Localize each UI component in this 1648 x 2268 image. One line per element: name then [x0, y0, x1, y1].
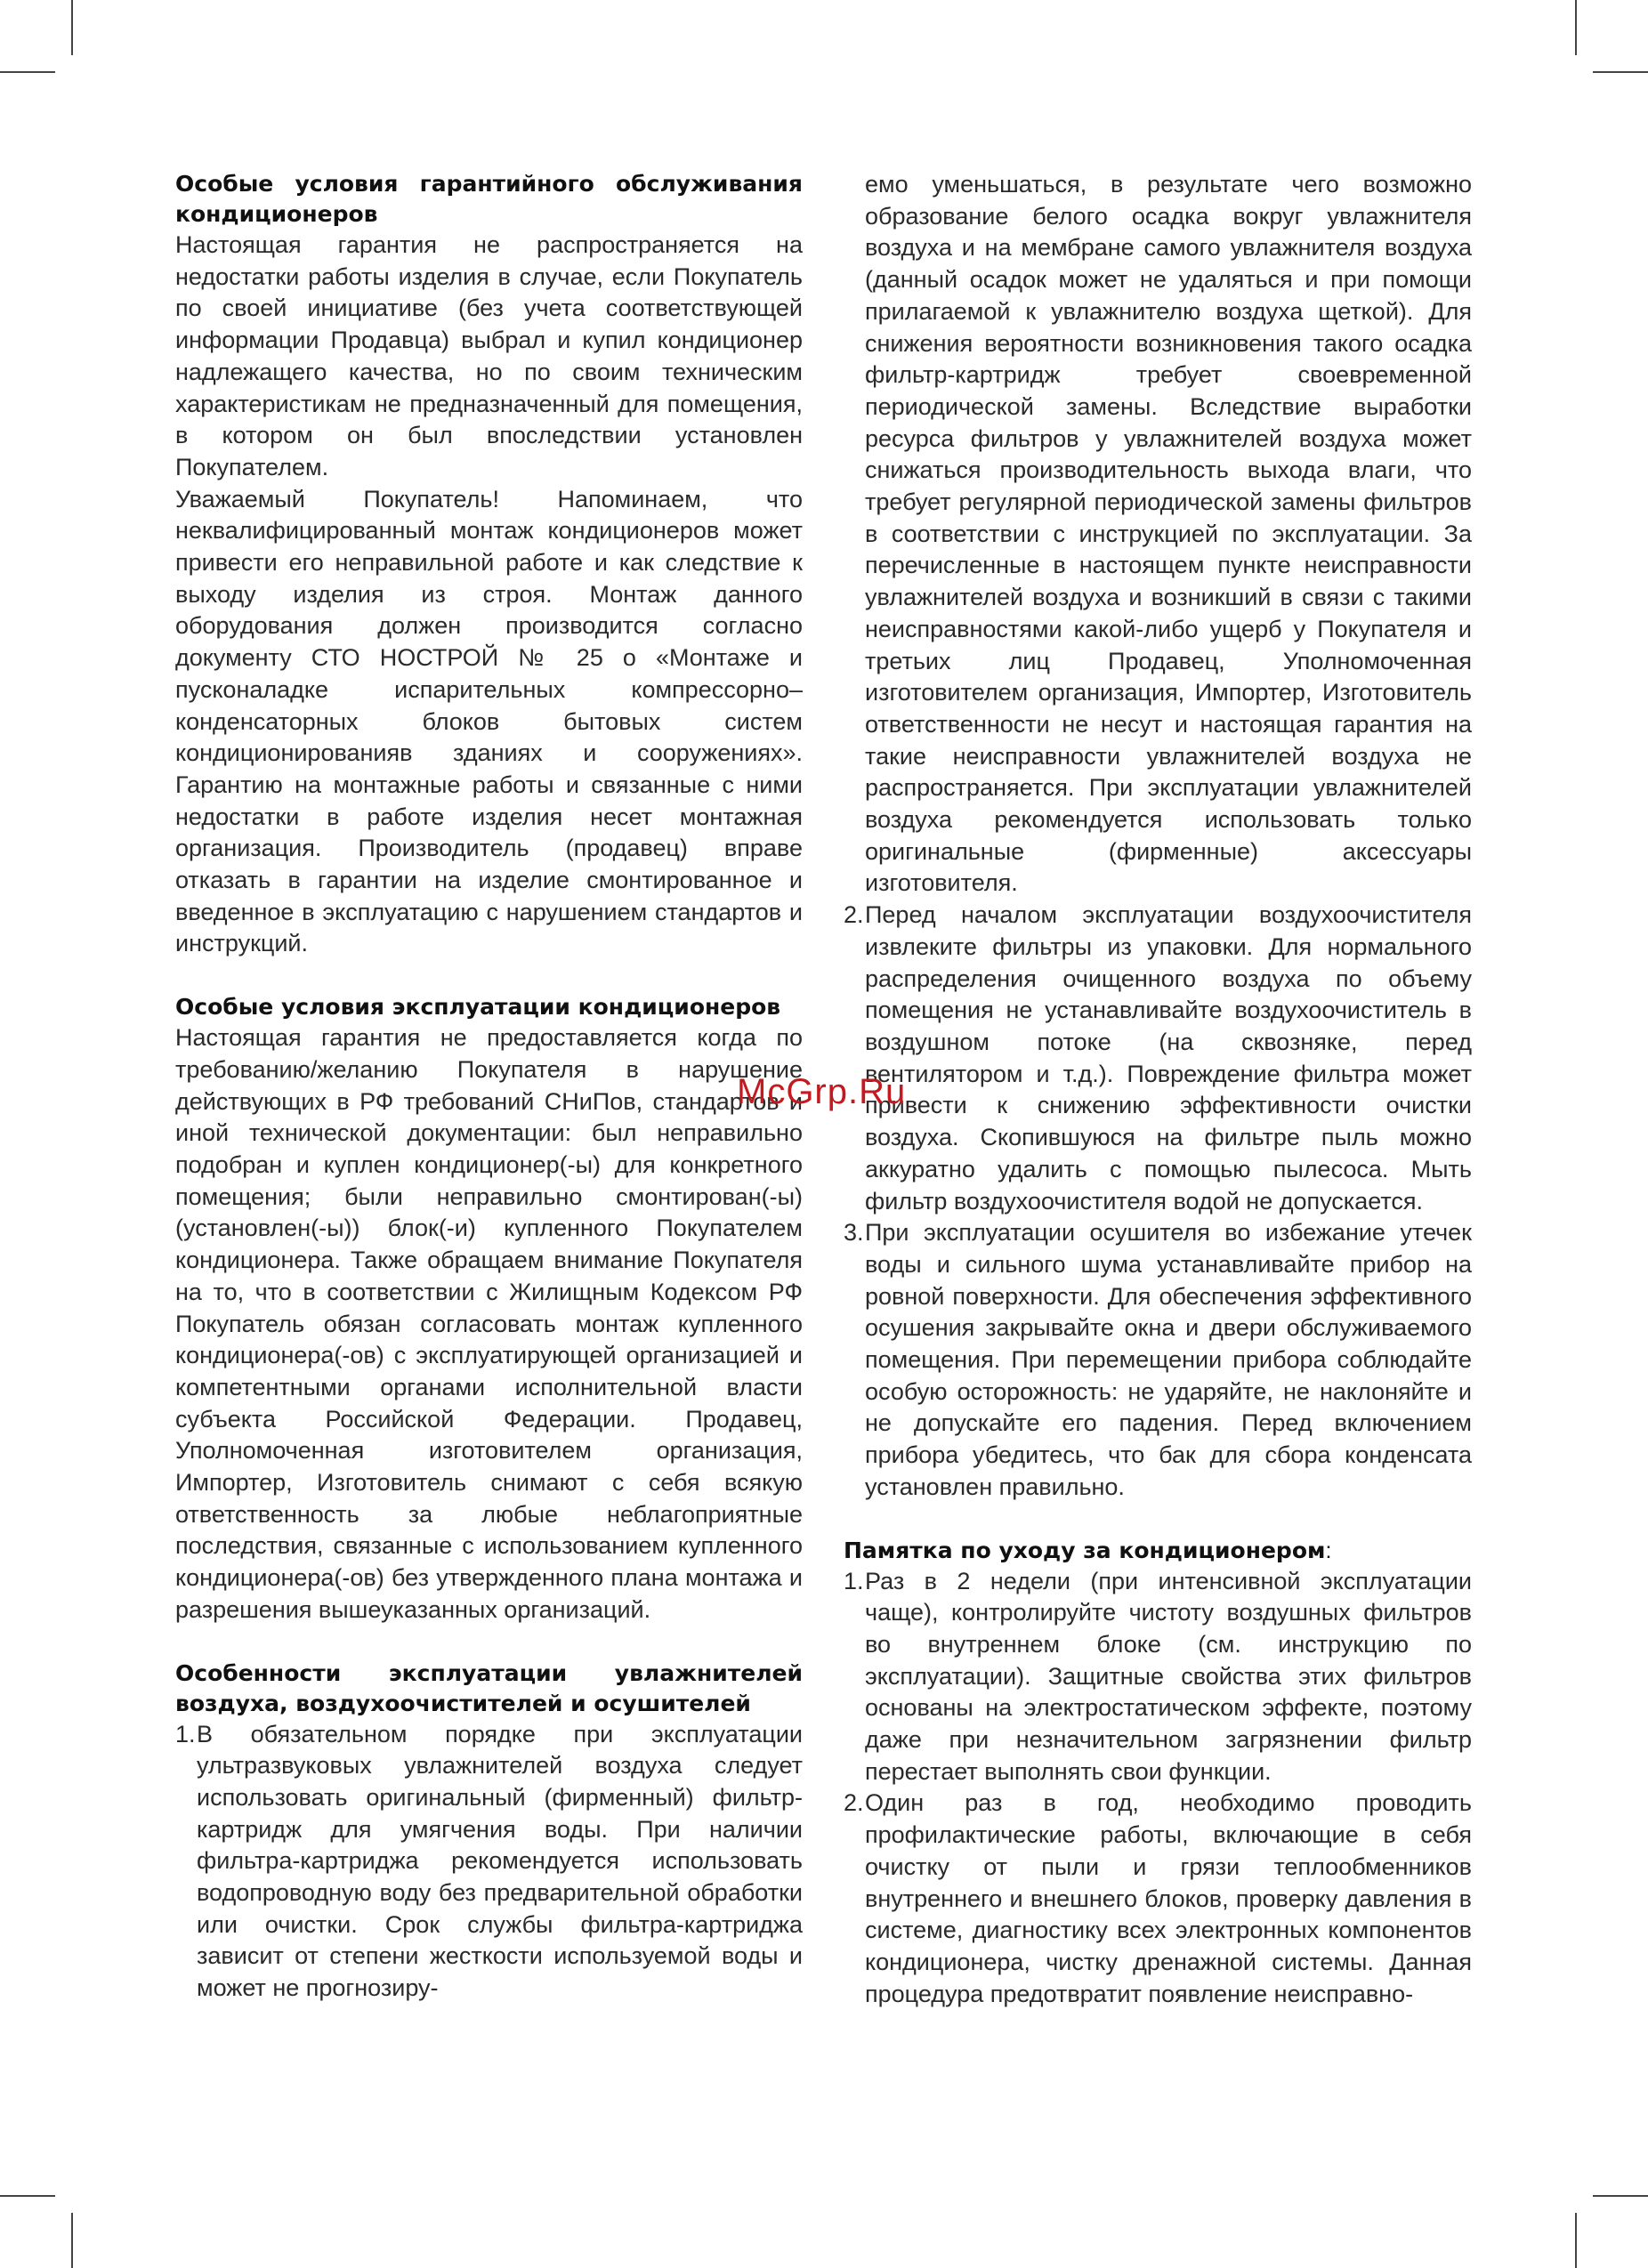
paragraph: Настоящая гарантия не предоставляется когда по требованию/желанию Покупателя в нарушение действующих в РФ требований СНиПов, стандартов и иной технической документации: был неправильно подобран и куплен кондиционер(-ы) для конкретного помещения; были неправильно смонтирован(-ы) (установлен(-ы)) блок(-и) купленного Покупателем кондиционера. Также обращаем внимание Покупателя на то, что в соответствии с Жилищным Кодексом РФ Покупатель обязан согласовать монтаж купленного кондиционера(-ов) с эксплуатирующей организацией и компетентными органами исполнительной власти субъекта Российской Федерации. Продавец, Уполномоченная изготовителем организация, Импортер, Изготовитель снимают с себя всякую ответственность за любые неблагоприятные последствия, связанные с использованием купленного кондиционера(-ов) без утвержденного плана монтажа и разрешения вышеуказанных организаций. [175, 1024, 803, 1623]
list-item-text: Раз в 2 недели (при интенсивной эксплуатации чаще), контролируйте чистоту воздушных фильтров во внутреннем блоке (см. инструкцию по эксплуатации). Защитные свойства этих фильтров основаны на электростатическом эффекте, поэтому даже при незначительном загрязнении фильтр перестает выполнять свои функции. [865, 1567, 1472, 1785]
list-number: 1. [844, 1567, 864, 1594]
crop-mark [1593, 2195, 1648, 2197]
crop-mark [1593, 71, 1648, 73]
section-heading-warranty: Особые условия гарантийного обслуживания кондиционеров [175, 171, 803, 227]
crop-mark [1575, 2213, 1577, 2268]
crop-mark [71, 2213, 73, 2268]
crop-mark [71, 0, 73, 55]
list-number: 2. [844, 1789, 864, 1817]
list-item-text: В обязательном порядке при эксплуатации ультразвуковых увлажнителей воздуха следует использовать оригинальный (фирменный) фильтр-картридж для умягчения воды. При наличии фильтра-картриджа рекомендуется использовать водопроводную воду без предварительной обработки или очистки. Срок службы фильтра-картриджа зависит от степени жесткости используемой воды и может не прогнозиру- [197, 1720, 803, 2002]
list-number: 1. [175, 1720, 196, 1747]
watermark-logo: McGrp.Ru [737, 1072, 907, 1111]
right-column [844, 169, 1472, 2010]
list-item-text: емо уменьшаться, в результате чего возможно образование белого осадка вокруг увлажнителя воздуха и на мембране самого увлажнителя воздуха (данный осадок может не удаляться и при помощи прилагаемой к увлажнителю воздуха щеткой). Для снижения вероятности возникновения такого осадка фильтр-картридж требует своевременной периодической замены. Вследствие выработки ресурса фильтров у увлажнителей воздуха может снижаться производительность выхода влаги, что требует регулярной периодической замены фильтров в соответствии с инструкцией по эксплуатации. За перечисленные в настоящем пункте неисправности увлажнителей воздуха и возникший в связи с такими неисправностями какой-либо ущерб у Покупателя и третьих лиц Продавец, Уполномоченная изготовителем организация, Импортер, Изготовитель ответственности не несут и настоящая гарантия на такие неисправности увлажнителей воздуха не распространяется. При эксплуатации увлажнителей воздуха рекомендуется использовать только оригинальные (фирменные) аксессуары изготовителя. [865, 171, 1472, 897]
list-number: 3. [844, 1219, 864, 1247]
crop-mark [1575, 0, 1577, 55]
paragraph: Уважаемый Покупатель! Напоминаем, что неквалифицированный монтаж кондиционеров может привести его неправильной работе и как следствие к выходу изделия из строя. Монтаж данного оборудования должен производится согласно документу СТО НОСТРОЙ № 25 о «Монтаже и пусконаладке испарительных компрессорно–конденсаторных блоков бытовых систем кондиционированияв зданиях и сооружениях». Гарантию на монтажные работы и связанные с ними недостатки в работе изделия несет монтажная организация. Производитель (продавец) вправе отказать в гарантии на изделие смонтированное и введенное в эксплуатацию с нарушением стандартов и инструкций. [175, 485, 803, 957]
crop-mark [0, 2195, 55, 2197]
memo-heading-text: Памятка по уходу за кондиционером [844, 1537, 1326, 1563]
list-item-text: Перед началом эксплуатации воздухоочистителя извлеките фильтры из упаковки. Для нормального распределения очищенного воздуха по объему помещения не устанавливайте воздухоочиститель в воздушном потоке (на сквозняке, перед вентилятором и т.д.). Повреждение фильтра может привести к снижению эффективности очистки воздуха. Скопившуюся на фильтре пыль можно аккуратно удалить с помощью пылесоса. Мыть фильтр воздухоочистителя водой не допускается. [865, 901, 1472, 1215]
list-item-text: Один раз в год, необходимо проводить профилактические работы, включающие в себя очистку от пыли и грязи теплообменников внутреннего и внешнего блоков, проверку давления в системе, диагностику всех электронных компонентов кондиционера, чистку дренажной системы. Данная процедура предотвратит появление неисправно- [865, 1789, 1472, 2007]
list-item [844, 1217, 1472, 1503]
left-column [175, 169, 803, 2005]
section-heading-humidifiers: Особенности эксплуатации увлажнителей воздуха, воздухоочистителей и осушителей [175, 1659, 803, 1716]
list-item-text: При эксплуатации осушителя во избежание утечек воды и сильного шума устанавливайте прибор на ровной поверхности. Для обеспечения эффективного осушения закрывайте окна и двери обслуживаемого помещения. При перемещении прибора соблюдайте особую осторожность: не ударяйте, не наклоняйте и не допускайте его падения. Перед включением прибора убедитесь, что бак для сбора конденсата установлен правильно. [865, 1219, 1472, 1500]
memo-heading-colon: : [1325, 1538, 1332, 1563]
list-item-continuation [844, 169, 1472, 900]
numbered-list-continued [844, 169, 1472, 1504]
list-item [844, 1788, 1472, 2010]
numbered-list [175, 1719, 803, 2005]
paragraph: Настоящая гарантия не распространяется на недостатки работы изделия в случае, если Покупатель по своей инициативе (без учета соответствующей информации Продавца) выбрал и купил кондиционер надлежащего качества, но по своим техническим характеристикам не предназначенный для помещения, в котором он был впоследствии установлен Покупателем. [175, 231, 803, 480]
section-heading-operation: Особые условия эксплуатации кондиционеров [175, 994, 781, 1021]
list-item [175, 1719, 803, 2005]
numbered-list-memo [844, 1566, 1472, 2011]
list-item [844, 1566, 1472, 1788]
list-number: 2. [844, 901, 864, 929]
crop-mark [0, 71, 55, 73]
list-item [844, 900, 1472, 1217]
section-heading-care-memo [844, 1536, 1472, 1566]
